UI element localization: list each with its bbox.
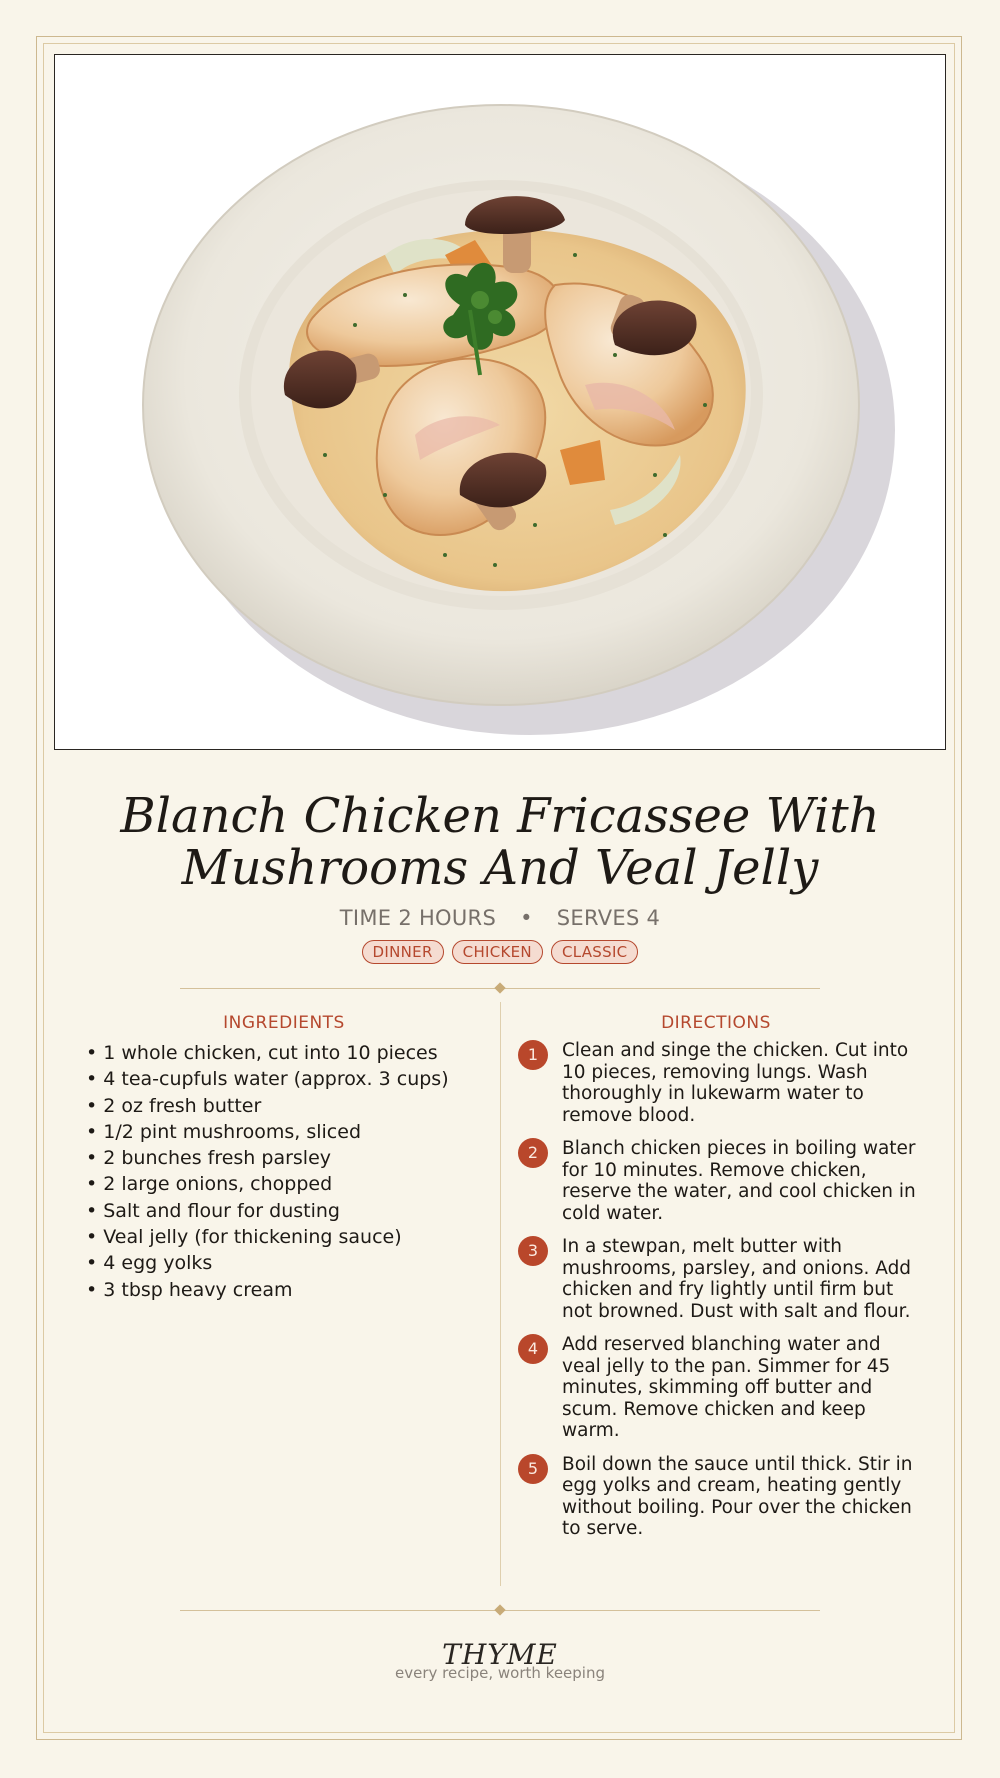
- ingredients-heading: INGREDIENTS: [223, 1013, 345, 1033]
- recipe-title-line2: Mushrooms And Veal Jelly: [181, 840, 819, 896]
- direction-step: [518, 1040, 918, 1126]
- step-number-badge: 1: [518, 1040, 548, 1070]
- step-text: Add reserved blanching water and veal jelly to the pan. Simmer for 45 minutes, skimming off butter and scum. Remove chicken and keep warm.: [562, 1334, 891, 1441]
- tag-chicken[interactable]: CHICKEN: [452, 940, 543, 964]
- tag-dinner[interactable]: DINNER: [362, 940, 444, 964]
- ingredient-item: • Salt and flour for dusting: [86, 1199, 340, 1222]
- meta-separator: •: [520, 906, 533, 930]
- step-text: Boil down the sauce until thick. Stir in egg yolks and cream, heating gently without boiling. Pour over the chicken to serve.: [562, 1453, 913, 1539]
- ingredient-item: • 3 tbsp heavy cream: [86, 1278, 293, 1301]
- recipe-photo: [54, 54, 946, 750]
- ingredient-item: • 4 egg yolks: [86, 1252, 213, 1275]
- recipe-title-line1: Blanch Chicken Fricassee With: [120, 788, 880, 844]
- servings: SERVES 4: [556, 906, 661, 930]
- direction-step: [518, 1138, 918, 1224]
- brand-logo: THYME: [442, 1638, 558, 1671]
- directions-list: [518, 1040, 918, 1552]
- tag-classic[interactable]: CLASSIC: [551, 940, 638, 964]
- ingredient-item: • 2 large onions, chopped: [86, 1173, 333, 1196]
- ingredient-item: • Veal jelly (for thickening sauce): [86, 1226, 402, 1249]
- tag-list: [0, 940, 1000, 964]
- ingredients-list: [86, 1040, 486, 1303]
- step-text: Clean and singe the chicken. Cut into 10 pieces, removing lungs. Wash thoroughly in lukewarm water to remove blood.: [562, 1040, 909, 1126]
- ingredient-item: • 1 whole chicken, cut into 10 pieces: [86, 1042, 438, 1064]
- direction-step: [518, 1236, 918, 1322]
- ingredient-item: • 4 tea-cupfuls water (approx. 3 cups): [86, 1068, 449, 1091]
- step-number-badge: 2: [518, 1138, 548, 1168]
- column-divider: [500, 1002, 501, 1586]
- step-text: In a stewpan, melt butter with mushrooms, parsley, and onions. Add chicken and fry lightly until firm but not browned. Dust with salt and flour.: [562, 1236, 912, 1322]
- step-number-badge: 3: [518, 1236, 548, 1266]
- cook-time: TIME 2 HOURS: [339, 906, 497, 930]
- ingredient-item: • 2 bunches fresh parsley: [86, 1147, 332, 1170]
- step-number-badge: 4: [518, 1334, 548, 1364]
- step-number-badge: 5: [518, 1454, 548, 1484]
- brand-tagline: every recipe, worth keeping: [394, 1664, 605, 1682]
- ingredient-item: • 1/2 pint mushrooms, sliced: [86, 1120, 362, 1143]
- directions-heading: DIRECTIONS: [661, 1013, 771, 1033]
- recipe-meta: [0, 906, 1000, 930]
- recipe-title: [80, 790, 920, 894]
- direction-step: [518, 1334, 918, 1442]
- direction-step: [518, 1454, 918, 1540]
- ingredient-item: • 2 oz fresh butter: [86, 1094, 262, 1117]
- step-text: Blanch chicken pieces in boiling water for 10 minutes. Remove chicken, reserve the water, and cool chicken in cold water.: [562, 1138, 916, 1224]
